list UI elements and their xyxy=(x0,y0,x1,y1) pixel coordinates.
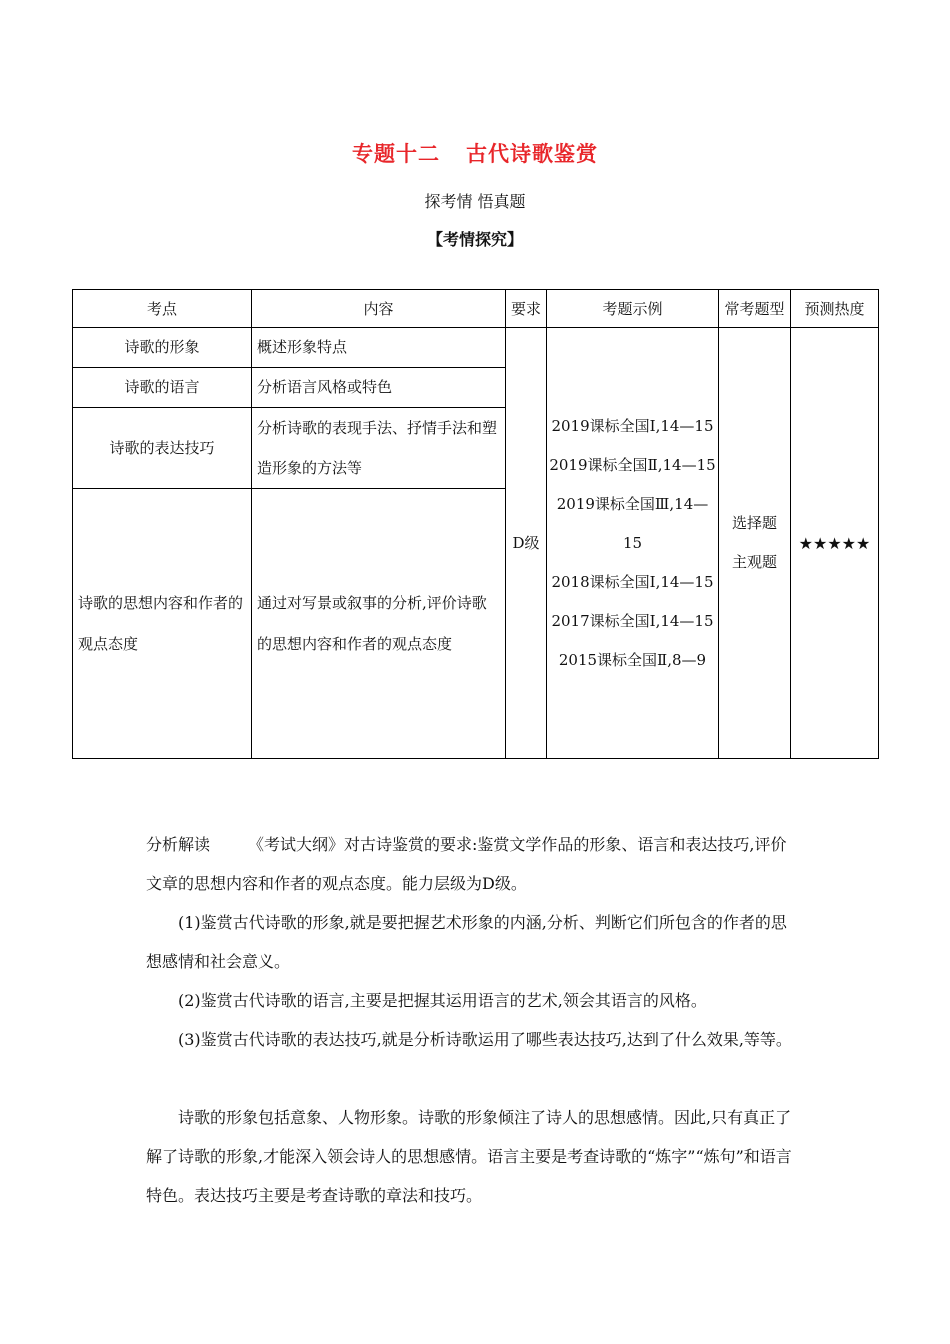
section-heading: 【考情探究】 xyxy=(426,230,523,249)
header-question-type: 常考题型 xyxy=(719,290,791,328)
header-point: 考点 xyxy=(73,290,252,328)
title-topic-name: 古代诗歌鉴赏 xyxy=(466,142,598,166)
point-cell: 诗歌的表达技巧 xyxy=(73,408,252,489)
examples-cell xyxy=(547,328,719,759)
analysis-closing: 诗歌的形象包括意象、人物形象。诗歌的形象倾注了诗人的思想感情。因此,只有真正了解了诗歌的形象,才能深入领会诗人的思想感情。语言主要是考查诗歌的“炼字”“炼句”和语言特色。表达技巧主要是考查诗歌的章法和技巧。 xyxy=(146,1108,792,1205)
example-item: 2015课标全国Ⅱ,8—9 xyxy=(558,650,707,669)
analysis-item: (2)鉴赏古代诗歌的语言,主要是把握其运用语言的艺术,领会其语言的风格。 xyxy=(178,991,707,1010)
example-item: 2018课标全国Ⅰ,14—15 xyxy=(551,572,714,591)
point-cell: 诗歌的形象 xyxy=(73,328,252,368)
header-requirement: 要求 xyxy=(506,290,547,328)
question-type-item: 主观题 xyxy=(731,553,777,571)
question-type-cell xyxy=(719,328,791,759)
header-content: 内容 xyxy=(252,290,506,328)
page-title xyxy=(0,138,950,168)
content-cell: 分析诗歌的表现手法、抒情手法和塑造形象的方法等 xyxy=(252,408,506,489)
analysis-lead xyxy=(146,825,802,903)
point-cell: 诗歌的思想内容和作者的观点态度 xyxy=(73,489,252,759)
title-topic-number: 专题十二 xyxy=(352,142,440,166)
example-item: 2019课标全国Ⅱ,14—15 xyxy=(549,455,716,474)
table-header-row xyxy=(73,290,879,328)
content-cell: 概述形象特点 xyxy=(252,328,506,368)
requirement-cell: D级 xyxy=(506,328,547,759)
point-cell: 诗歌的语言 xyxy=(73,368,252,408)
heat-rating: ★★★★★ xyxy=(791,328,879,759)
analysis-item: (3)鉴赏古代诗歌的表达技巧,就是分析诗歌运用了哪些表达技巧,达到了什么效果,等等。 xyxy=(178,1030,792,1049)
example-item: 2017课标全国Ⅰ,14—15 xyxy=(551,611,714,630)
analysis-label: 分析解读 xyxy=(146,835,211,854)
content-cell: 分析语言风格或特色 xyxy=(252,368,506,408)
example-item: 2019课标全国Ⅰ,14—15 xyxy=(551,416,714,435)
analysis-item: (1)鉴赏古代诗歌的形象,就是要把握艺术形象的内涵,分析、判断它们所包含的作者的思想感情和社会意义。 xyxy=(146,913,787,971)
header-examples: 考题示例 xyxy=(547,290,719,328)
exam-info-table xyxy=(72,289,879,759)
subtitle: 探考情 悟真题 xyxy=(424,192,526,211)
header-heat: 预测热度 xyxy=(791,290,879,328)
analysis-lead-text: 《考试大纲》对古诗鉴赏的要求:鉴赏文学作品的形象、语言和表达技巧,评价文章的思想内容和作者的观点态度。能力层级为D级。 xyxy=(146,835,787,893)
content-cell: 通过对写景或叙事的分析,评价诗歌的思想内容和作者的观点态度 xyxy=(252,489,506,759)
table-row xyxy=(73,328,879,368)
example-item: 2019课标全国Ⅲ,14—15 xyxy=(556,494,709,552)
question-type-item: 选择题 xyxy=(731,514,777,532)
